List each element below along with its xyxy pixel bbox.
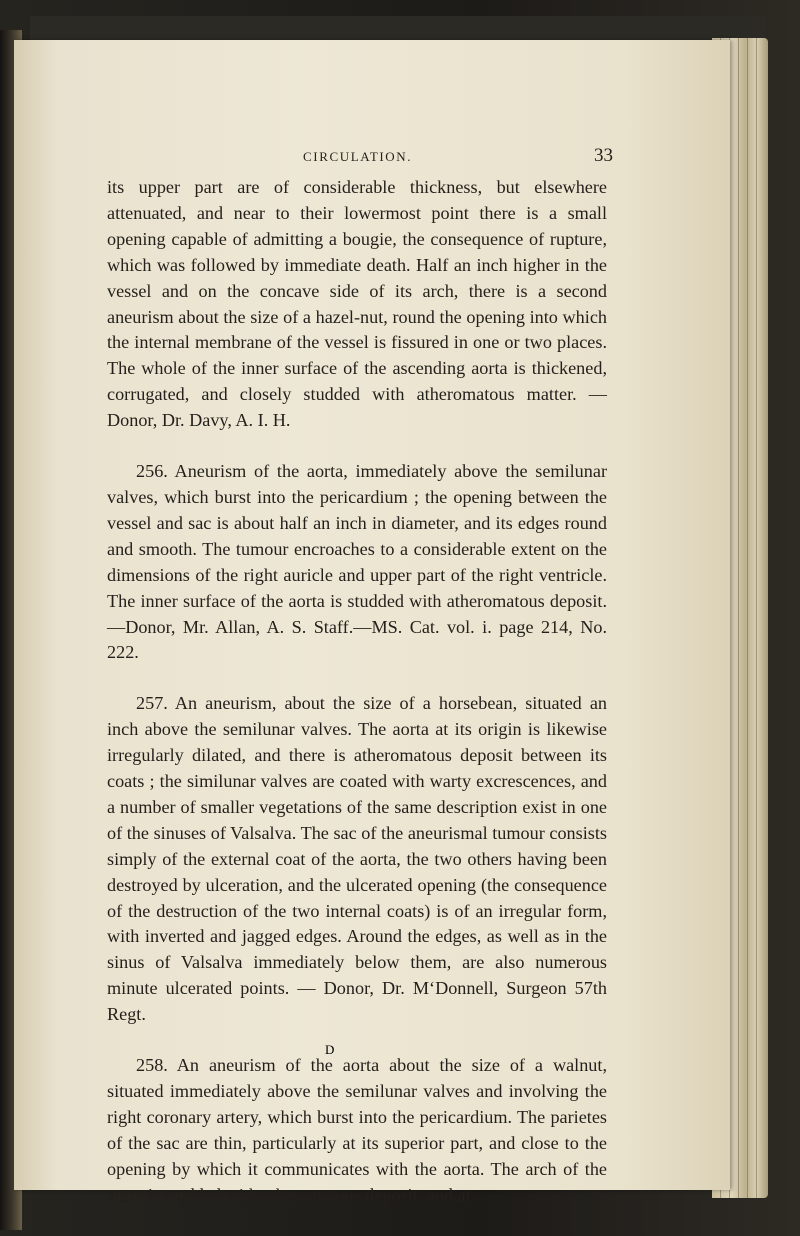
signature-mark: D — [325, 1042, 336, 1057]
running-title: CIRCULATION. — [303, 149, 413, 164]
page-content — [107, 145, 613, 1234]
book-page — [14, 40, 730, 1205]
page-edge-line — [738, 38, 739, 1198]
paragraph-257: 257. An aneurism, about the size of a horsebean, situated an inch above the semilunar valves. The aorta at its origin is likewise irregularly dilated, and there is atheromatous deposit between its coats ; the similunar valves are coated with warty excrescences, and a number of smaller vegetations of the same description exist in one of the sinuses of Valsalva. The sac of the aneurismal tumour consists simply of the external coat of the aorta, the two others having been destroyed by ulceration, and the ulcerated opening (the consequence of the destruction of the two internal coats) is of an irregular form, with inverted and jagged edges. Around the edges, as well as in the sinus of Valsalva immediately below them, are also numerous minute ulcerated points. — Donor, Dr. M‘Donnell, Surgeon 57th Regt. — [107, 693, 607, 1025]
paragraph-258: 258. An aneurism of the aorta about the size of a walnut, situated immediately above the semilunar valves and involving the right coronary artery, which burst into the pericardium. The parietes of the sac are thin, particularly at its superior part, and close to the opening by which it communicates with the aorta. The arch of the aorta is studded with atheromatous deposit, and at — [107, 1055, 607, 1205]
page-number: 33 — [594, 145, 613, 166]
body-text — [107, 175, 607, 1209]
page-edge-line — [747, 38, 748, 1198]
paragraph-256: 256. Aneurism of the aorta, immediately above the semilunar valves, which burst into the pericardium ; the opening between the vessel and sac is about half an inch in diameter, and its edges round and smooth. The tumour encroaches to a considerable extent on the dimensions of the right auricle and upper part of the right ventricle. The inner surface of the aorta is studded with atheromatous deposit.—Donor, Mr. Allan, A. S. Staff.—MS. Cat. vol. i. page 214, No. 222. — [107, 461, 607, 663]
paragraph-continued: its upper part are of considerable thickness, but elsewhere attenuated, and near to their lowermost point there is a small opening capable of admitting a bougie, the consequence of rupture, which was followed by immediate death. Half an inch higher in the vessel and on the concave side of its arch, there is a second aneurism about the size of a hazel-nut, round the opening into which the internal membrane of the vessel is fissured in one or two places. The whole of the inner surface of the ascending aorta is thickened, corrugated, and closely studded with atheromatous matter. — Donor, Dr. Davy, A. I. H. — [107, 177, 607, 431]
running-header — [107, 145, 613, 171]
page-edge-line — [756, 38, 757, 1198]
